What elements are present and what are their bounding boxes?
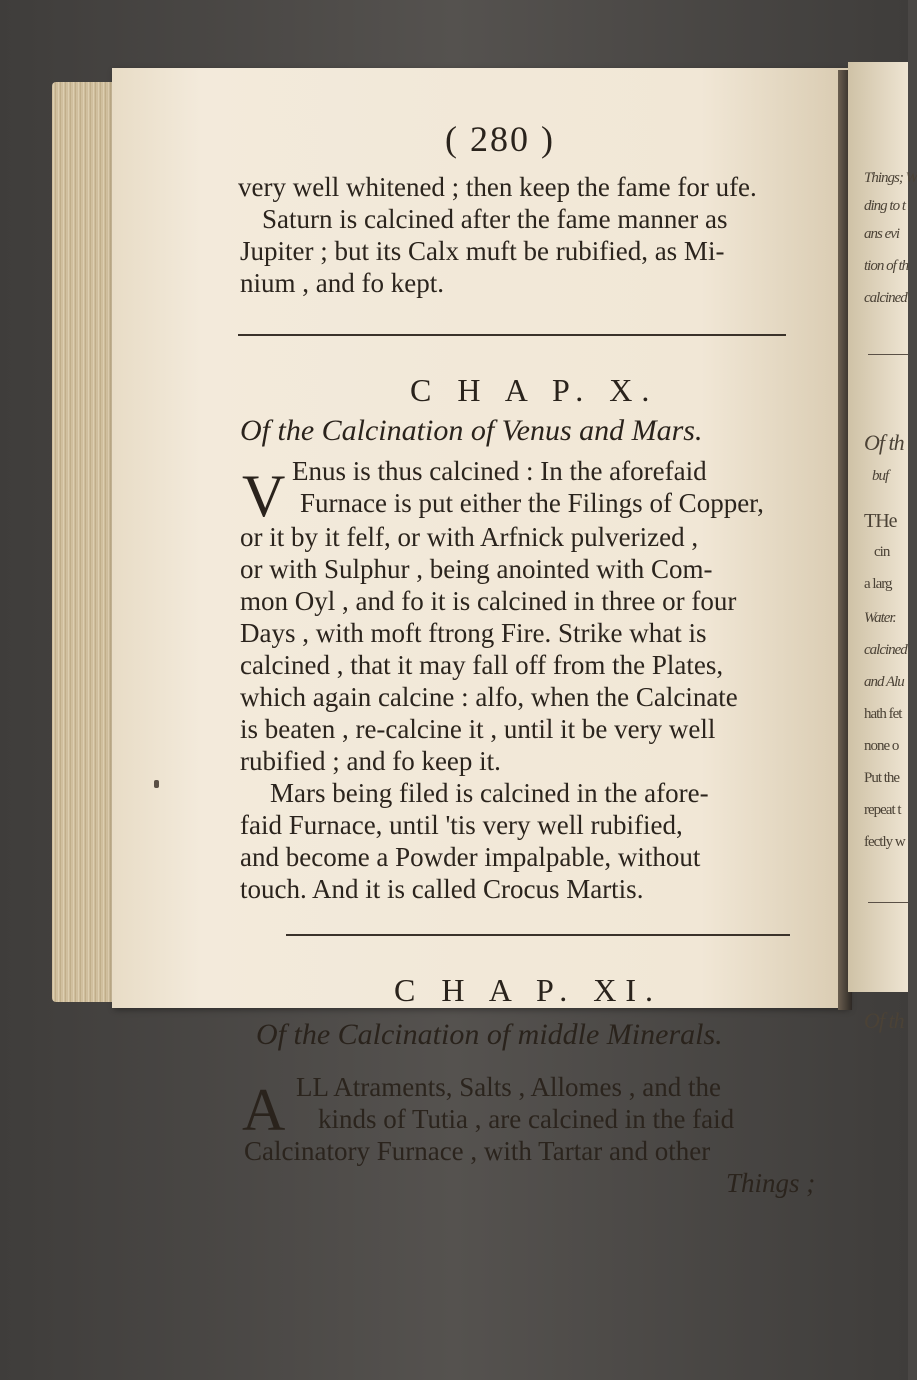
body-line: Calcinatory Furnace , with Tartar and other (244, 1136, 711, 1166)
ink-spot (154, 780, 159, 788)
body-line: very well whitened ; then keep the fame for ufe. (238, 172, 757, 202)
body-line: and become a Powder impalpable, without (240, 842, 701, 872)
body-line: Days , with moft ftrong Fire. Strike what is (240, 618, 707, 648)
facing-page-text: and Alu (864, 674, 904, 690)
facing-page-text: ding to t (864, 198, 906, 214)
facing-page-text: a larg (864, 576, 892, 592)
section-divider (286, 934, 790, 936)
facing-page-text: Things; W (864, 170, 917, 186)
facing-page-text: cin (874, 544, 890, 560)
facing-page-text: calcined (864, 642, 907, 658)
facing-page-text: ans evi (864, 226, 900, 242)
facing-page-fragment (848, 62, 917, 1033)
chapter-heading: C H A P. XI. (394, 972, 663, 1008)
body-line: which again calcine : alfo, when the Calcinate (240, 682, 738, 712)
body-line: or with Sulphur , being anointed with Com- (240, 554, 713, 584)
body-line: Mars being filed is calcined in the afore- (270, 778, 709, 808)
body-line: touch. And it is called Crocus Martis. (240, 874, 644, 904)
catchword: Things ; (726, 1168, 816, 1198)
facing-page-text: none o (864, 738, 899, 754)
drop-cap: A (242, 1077, 286, 1143)
facing-page-text: buf (872, 468, 889, 484)
facing-page-text: calcined (864, 290, 907, 306)
body-line: rubified ; and fo keep it. (240, 746, 501, 776)
body-line: Saturn is calcined after the fame manner as (262, 204, 728, 234)
body-line: Furnace is put either the Filings of Copper, (300, 488, 764, 518)
facing-page-text: hath fet (864, 706, 902, 722)
body-line: is beaten , re-calcine it , until it be very well (240, 714, 716, 744)
body-line: calcined , that it may fall off from the Plates, (240, 650, 724, 680)
facing-page-text: tion of th (864, 258, 909, 274)
body-line: Enus is thus calcined : In the aforefaid (292, 456, 707, 486)
body-line: Jupiter ; but its Calx muft be rubified, as Mi- (240, 236, 725, 266)
body-line: faid Furnace, until 'tis very well rubified, (240, 810, 683, 840)
drop-cap: V (242, 463, 286, 529)
chapter-heading: C H A P. X. (410, 372, 659, 408)
chapter-title: Of the Calcination of middle Minerals. (256, 1018, 723, 1051)
facing-page-rule (868, 354, 908, 355)
page-number-header: ( 280 ) (445, 119, 555, 159)
facing-page-text: repeat t (864, 802, 901, 818)
facing-page-text: Put the (864, 770, 900, 786)
facing-page-text: Water. (864, 610, 896, 626)
facing-page-rule (868, 902, 908, 903)
body-line: or it by it felf, or with Arfnick pulverized , (240, 522, 699, 552)
facing-page-text: Of th (864, 1008, 904, 1033)
chapter-title: Of the Calcination of Venus and Mars. (240, 414, 703, 447)
facing-page-text: THe (864, 510, 897, 532)
facing-page-text: Of th (864, 430, 904, 455)
body-line: LL Atraments, Salts , Allomes , and the (296, 1072, 721, 1102)
body-line: mon Oyl , and fo it is calcined in three or four (240, 586, 737, 616)
facing-page-text: fectly w (864, 834, 905, 850)
body-line: nium , and fo kept. (240, 268, 444, 298)
book-page-edges (52, 82, 118, 1002)
section-divider (238, 334, 786, 336)
body-line: kinds of Tutia , are calcined in the faid (318, 1104, 735, 1134)
